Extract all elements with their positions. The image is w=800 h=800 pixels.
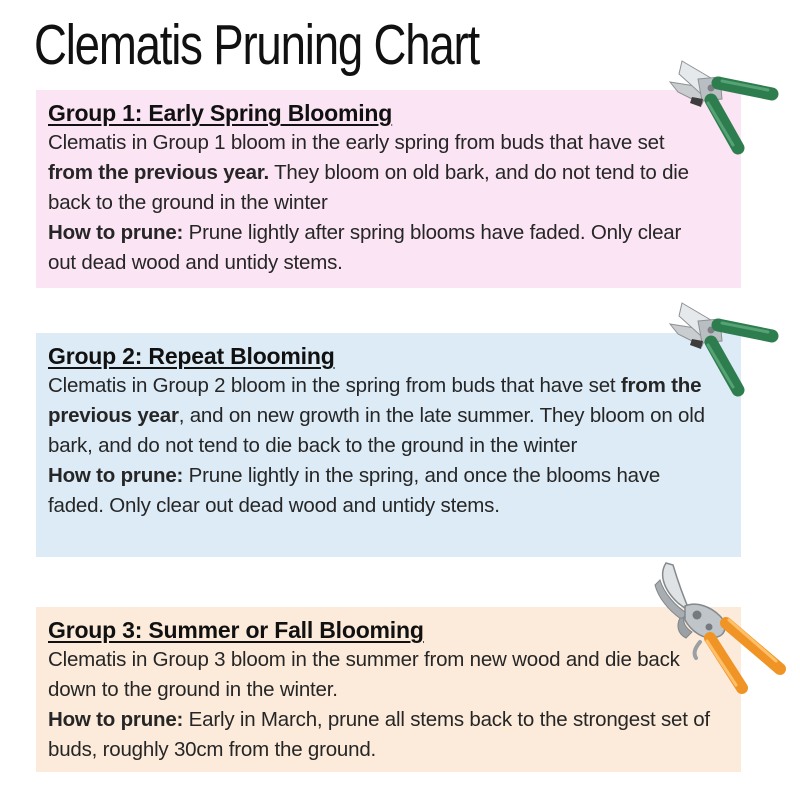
section-2-heading: Group 2: Repeat Blooming [48,343,335,369]
section-group-2 [36,333,741,557]
text-run: Clematis in Group 3 bloom in the summer from new wood and die back down to the ground in the winter. [48,648,680,701]
text-run: Early in March, prune all stems back to the strongest set of buds, roughly 30cm from the ground. [48,708,710,761]
text-run: Prune lightly after spring blooms have faded. Only clear out dead wood and untidy stems. [48,221,682,274]
section-1-description [48,128,711,218]
text-run-bold: How to prune: [48,708,184,731]
shears-lower-handle [711,100,738,148]
section-3-heading: Group 3: Summer or Fall Blooming [48,617,424,643]
page-title: Clematis Pruning Chart [34,13,479,77]
pruner-bolt [706,624,713,631]
section-2-how-to-prune [48,461,711,521]
pruner-pivot-bolt [693,611,702,620]
orange-pruning-shears-icon [630,558,792,698]
text-run-bold: from the previous year. [48,161,269,184]
text-run-bold: How to prune: [48,221,184,244]
section-3-description [48,645,711,705]
text-run: , and on new growth in the late summer. They bloom on old bark, and do not tend to die back to the ground in the winter [48,404,705,457]
green-pruning-shears-icon [656,298,788,406]
text-run: They bloom on old bark, and do not tend to die back to the ground in the winter [48,161,689,214]
section-2-description [48,371,711,461]
text-run-bold: How to prune: [48,464,184,487]
pruner-spring [695,642,700,658]
text-run: Clematis in Group 2 bloom in the spring from buds that have set [48,374,621,397]
text-run: Clematis in Group 1 bloom in the early spring from buds that have set [48,131,665,154]
section-1-heading: Group 1: Early Spring Blooming [48,100,393,126]
text-run-bold: from the previous year [48,374,702,427]
pruner-lower-handle [710,638,742,688]
section-3-how-to-prune [48,705,711,765]
text-run: Prune lightly in the spring, and once the blooms have faded. Only clear out dead wood and untidy stems. [48,464,661,517]
pruner-upper-handle [726,623,780,669]
shears-lower-handle [711,342,738,390]
section-group-1 [36,90,741,288]
green-pruning-shears-icon [656,56,788,164]
section-1-how-to-prune [48,218,711,278]
pruner-upper-handle-highlight [729,620,776,661]
